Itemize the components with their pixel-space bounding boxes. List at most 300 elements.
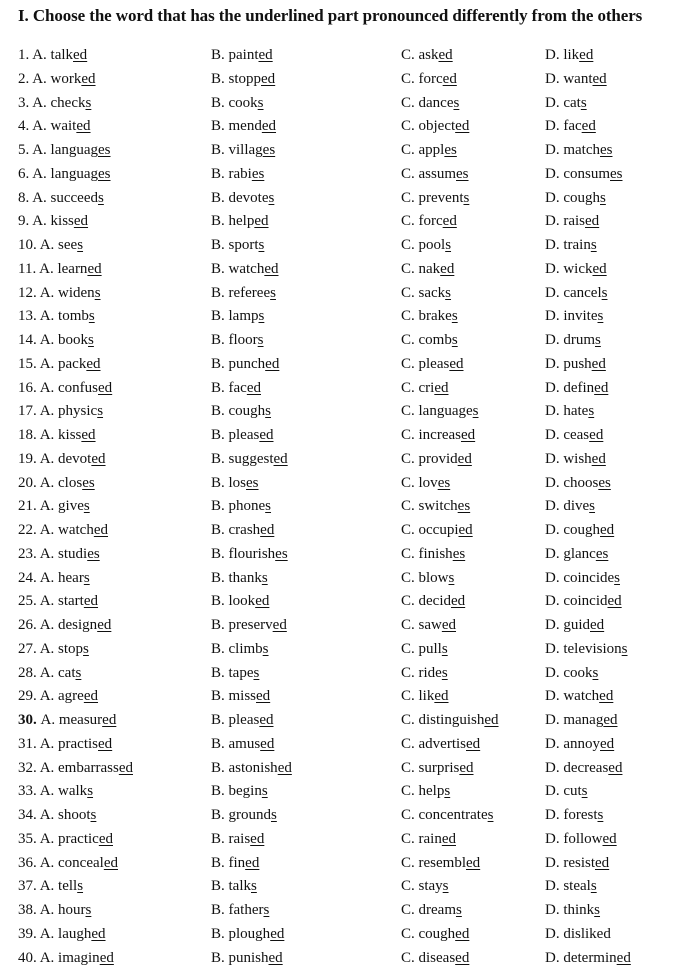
- underlined-part: s: [83, 569, 90, 586]
- option-d: [545, 521, 614, 539]
- option-b: [211, 877, 257, 895]
- option-b: [211, 260, 279, 278]
- option-text: D. forest: [545, 807, 598, 823]
- option-a: [18, 854, 118, 872]
- option-text: B. ground: [211, 807, 271, 823]
- underlined-part: ed: [76, 118, 91, 135]
- option-d: [545, 901, 600, 919]
- option-text: A. devot: [39, 450, 92, 467]
- question-row: [0, 854, 700, 878]
- option-text: B. rabi: [211, 165, 252, 182]
- option-a: [18, 355, 101, 373]
- option-text: C. assum: [401, 165, 457, 182]
- underlined-part: s: [85, 94, 92, 111]
- underlined-part: s: [83, 640, 89, 657]
- underlined-part: s: [97, 403, 104, 420]
- question-number: 37.: [18, 878, 40, 895]
- underlined-part: ed: [272, 617, 287, 633]
- question-number: 5.: [18, 142, 33, 158]
- option-text: A. pack: [39, 355, 87, 372]
- option-text: A. give: [39, 498, 84, 515]
- option-c: [401, 379, 449, 397]
- underlined-part: ed: [608, 759, 623, 776]
- option-c: [401, 236, 451, 254]
- question-row: [0, 46, 700, 70]
- option-text: C. language: [401, 403, 473, 420]
- option-a: [18, 236, 83, 254]
- option-text: A. languag: [32, 142, 99, 158]
- option-d: [545, 236, 597, 254]
- option-c: [401, 497, 470, 515]
- option-b: [211, 545, 288, 563]
- option-b: [211, 426, 274, 444]
- option-d: [545, 94, 587, 112]
- option-b: [211, 830, 264, 848]
- underlined-part: s: [258, 308, 265, 325]
- underlined-part: ed: [259, 712, 274, 728]
- option-a: [18, 711, 116, 729]
- option-text: D. rais: [545, 213, 585, 230]
- underlined-part: es: [456, 165, 469, 182]
- underlined-part: ed: [466, 854, 481, 871]
- option-c: [401, 402, 479, 420]
- option-text: C. surpris: [401, 759, 460, 776]
- question-number: 11.: [18, 260, 40, 277]
- option-text: B. plough: [211, 925, 271, 942]
- option-text: C. finish: [401, 545, 453, 562]
- question-row: [0, 189, 700, 213]
- option-b: [211, 949, 283, 967]
- question-row: [0, 70, 700, 94]
- underlined-part: s: [594, 902, 601, 918]
- option-text: B. suggest: [211, 450, 274, 467]
- underlined-part: ed: [455, 949, 470, 966]
- question-row: [0, 592, 700, 616]
- underlined-part: s: [270, 284, 276, 301]
- option-text: A. watch: [39, 522, 94, 538]
- option-b: [211, 497, 271, 515]
- option-text: C. lov: [401, 474, 438, 491]
- underlined-part: s: [441, 664, 448, 681]
- option-text: D. dive: [545, 498, 590, 515]
- question-row: [0, 474, 700, 498]
- question-number: 20.: [18, 474, 40, 491]
- option-a: [18, 70, 96, 88]
- question-number: 19.: [18, 450, 40, 467]
- option-c: [401, 687, 449, 705]
- option-text: D. wick: [545, 260, 593, 277]
- option-text: B. astonish: [211, 759, 278, 776]
- underlined-part: s: [453, 94, 460, 111]
- option-text: A. studi: [39, 545, 88, 562]
- underlined-part: s: [83, 498, 90, 515]
- underlined-part: ed: [87, 260, 102, 277]
- underlined-part: s: [592, 664, 599, 681]
- underlined-part: ed: [592, 70, 607, 87]
- option-d: [545, 569, 620, 587]
- option-b: [211, 236, 264, 254]
- option-d: [545, 616, 604, 634]
- question-row: [0, 830, 700, 854]
- option-text: D. drum: [545, 332, 595, 348]
- option-text: B. amus: [211, 735, 261, 752]
- question-row: [0, 664, 700, 688]
- option-text: C. distinguish: [401, 712, 485, 728]
- question-row: [0, 284, 700, 308]
- underlined-part: es: [452, 545, 466, 562]
- question-number: 30.: [18, 712, 41, 728]
- option-b: [211, 901, 269, 919]
- option-d: [545, 830, 617, 848]
- option-d: [545, 877, 597, 895]
- option-c: [401, 877, 449, 895]
- underlined-part: ed: [591, 450, 606, 467]
- question-number: 39.: [18, 925, 40, 942]
- option-text: C. sack: [401, 284, 446, 301]
- option-b: [211, 521, 274, 539]
- underlined-part: ed: [86, 355, 101, 372]
- option-text: C. concentrate: [401, 807, 488, 823]
- option-b: [211, 640, 269, 658]
- underlined-part: ed: [579, 47, 594, 63]
- underlined-part: s: [472, 403, 479, 420]
- question-number: 36.: [18, 854, 40, 871]
- question-number: 33.: [18, 783, 40, 800]
- underlined-part: ed: [434, 379, 449, 396]
- underlined-part: s: [262, 640, 269, 657]
- option-a: [18, 117, 91, 135]
- option-text: D. manag: [545, 712, 604, 728]
- underlined-part: ed: [434, 688, 449, 705]
- option-text: B. sport: [211, 237, 259, 253]
- underlined-part: ed: [484, 712, 499, 728]
- option-text: D. coincid: [545, 593, 608, 610]
- option-b: [211, 616, 287, 634]
- option-text: C. dance: [401, 94, 454, 111]
- option-b: [211, 687, 270, 705]
- question-row: [0, 94, 700, 118]
- option-text: D. invite: [545, 308, 598, 325]
- option-text: B. flourish: [211, 545, 276, 562]
- question-number: 29.: [18, 688, 40, 705]
- option-b: [211, 474, 259, 492]
- underlined-part: ed: [595, 854, 610, 871]
- underlined-part: s: [94, 284, 101, 301]
- option-a: [18, 165, 111, 183]
- option-b: [211, 70, 275, 88]
- question-row: [0, 569, 700, 593]
- option-text: C. forc: [401, 70, 443, 87]
- underlined-part: s: [445, 284, 452, 301]
- option-text: B. begin: [211, 783, 262, 800]
- question-row: [0, 877, 700, 901]
- option-d: [545, 592, 622, 610]
- question-row: [0, 402, 700, 426]
- option-text: A. cat: [39, 664, 76, 681]
- option-a: [18, 949, 114, 967]
- option-text: A. laugh: [39, 925, 92, 942]
- option-text: A. tell: [39, 878, 78, 895]
- underlined-part: ed: [466, 735, 481, 752]
- option-c: [401, 46, 453, 64]
- option-text: B. pleas: [211, 427, 260, 443]
- underlined-part: s: [77, 237, 84, 253]
- option-text: A. learn: [39, 260, 88, 277]
- option-text: B. watch: [211, 260, 265, 277]
- option-text: A. wait: [32, 118, 77, 135]
- option-b: [211, 355, 279, 373]
- underlined-part: ed: [589, 427, 604, 443]
- option-a: [18, 212, 88, 230]
- option-text: C. comb: [401, 332, 452, 348]
- option-d: [545, 165, 623, 183]
- underlined-part: s: [581, 783, 588, 800]
- question-number: 8.: [18, 189, 33, 206]
- option-d: [545, 426, 603, 444]
- question-number: 6.: [18, 165, 33, 182]
- option-b: [211, 402, 271, 420]
- underlined-part: s: [253, 664, 260, 681]
- option-d: [545, 854, 609, 872]
- underlined-part: ed: [438, 47, 453, 63]
- question-number: 2.: [18, 70, 33, 87]
- underlined-part: s: [463, 189, 470, 206]
- underlined-part: ed: [250, 830, 265, 847]
- question-number: 25.: [18, 593, 40, 610]
- underlined-part: s: [597, 807, 604, 823]
- underlined-part: ed: [460, 427, 476, 443]
- underlined-part: es: [457, 498, 471, 515]
- question-row: [0, 260, 700, 284]
- underlined-part: s: [265, 498, 272, 515]
- option-b: [211, 592, 269, 610]
- option-text: A. kiss: [39, 427, 82, 443]
- option-b: [211, 569, 268, 587]
- option-a: [18, 307, 95, 325]
- underlined-part: s: [261, 569, 268, 586]
- option-text: A. check: [32, 94, 86, 111]
- option-d: [545, 759, 622, 777]
- question-number: 4.: [18, 118, 33, 135]
- question-row: [0, 236, 700, 260]
- underlined-part: s: [600, 189, 606, 206]
- option-a: [18, 782, 93, 800]
- option-b: [211, 212, 269, 230]
- question-number: 32.: [18, 759, 40, 776]
- option-c: [401, 640, 448, 658]
- underlined-part: ed: [97, 617, 112, 633]
- underlined-part: ed: [440, 260, 455, 277]
- option-b: [211, 806, 277, 824]
- option-a: [18, 379, 112, 397]
- question-number: 24.: [18, 569, 40, 586]
- underlined-part: s: [588, 403, 595, 420]
- option-c: [401, 94, 459, 112]
- option-b: [211, 925, 284, 943]
- option-text: B. devote: [211, 189, 269, 206]
- option-c: [401, 450, 472, 468]
- option-c: [401, 664, 448, 682]
- underlined-part: es: [251, 165, 265, 182]
- option-a: [18, 284, 101, 302]
- underlined-part: s: [441, 640, 448, 657]
- underlined-part: ed: [603, 712, 618, 728]
- question-row: [0, 355, 700, 379]
- option-a: [18, 260, 102, 278]
- option-text: C. cri: [401, 379, 435, 396]
- option-text: C. pool: [401, 237, 446, 253]
- option-text: D. cough: [545, 522, 600, 538]
- option-a: [18, 830, 113, 848]
- underlined-part: ed: [99, 949, 114, 966]
- option-text: D. push: [545, 355, 592, 372]
- option-a: [18, 759, 133, 777]
- option-text: C. rain: [401, 830, 442, 847]
- option-text: D. determin: [545, 949, 617, 966]
- option-text: B. punish: [211, 949, 269, 966]
- underlined-part: ed: [91, 450, 106, 467]
- option-text: A. kiss: [32, 213, 74, 230]
- option-b: [211, 450, 288, 468]
- underlined-part: s: [442, 878, 449, 895]
- underlined-part: ed: [91, 925, 106, 942]
- option-a: [18, 735, 112, 753]
- option-text: A. embarrass: [39, 759, 119, 776]
- option-text: A. measur: [40, 712, 103, 728]
- underlined-part: ed: [118, 759, 133, 776]
- option-c: [401, 569, 454, 587]
- option-d: [545, 735, 614, 753]
- question-row: [0, 497, 700, 521]
- question-row: [0, 901, 700, 925]
- underlined-part: s: [90, 807, 97, 823]
- underlined-part: ed: [265, 355, 280, 372]
- option-text: A. tomb: [39, 308, 89, 325]
- option-b: [211, 664, 259, 682]
- option-a: [18, 925, 106, 943]
- option-text: A. clos: [39, 474, 83, 491]
- question-row: [0, 141, 700, 165]
- underlined-part: ed: [260, 735, 275, 752]
- option-text: D. train: [545, 237, 591, 253]
- option-text: A. shoot: [39, 807, 91, 823]
- option-a: [18, 901, 91, 919]
- underlined-part: ed: [81, 427, 96, 443]
- underlined-part: s: [257, 94, 264, 111]
- option-a: [18, 664, 81, 682]
- option-d: [545, 260, 607, 278]
- section-heading: I. Choose the word that has the underlined part pronounced differently from the others: [18, 6, 643, 25]
- option-a: [18, 592, 98, 610]
- underlined-part: s: [451, 308, 458, 325]
- underlined-part: ed: [585, 213, 600, 230]
- underlined-part: ed: [258, 47, 273, 63]
- underlined-part: s: [75, 664, 82, 681]
- underlined-part: s: [251, 878, 257, 895]
- underlined-part: ed: [98, 735, 113, 752]
- question-number: 21.: [18, 498, 40, 515]
- underlined-part: s: [445, 237, 452, 253]
- option-c: [401, 854, 480, 872]
- option-d: [545, 687, 613, 705]
- option-text: D. match: [545, 142, 600, 158]
- option-text: D. want: [545, 70, 593, 87]
- option-text: C. help: [401, 783, 445, 800]
- underlined-part: s: [258, 237, 265, 253]
- question-row: [0, 925, 700, 949]
- option-text: D. think: [545, 902, 595, 918]
- option-c: [401, 331, 458, 349]
- option-text: B. tape: [211, 664, 254, 681]
- option-d: [545, 925, 611, 943]
- option-text: B. talk: [211, 878, 251, 895]
- option-text: B. villag: [211, 142, 263, 158]
- option-text: A. start: [39, 593, 84, 610]
- option-b: [211, 165, 264, 183]
- underlined-part: ed: [254, 213, 269, 230]
- underlined-part: ed: [245, 854, 260, 871]
- option-a: [18, 426, 96, 444]
- option-text: C. brake: [401, 308, 452, 325]
- underlined-part: ed: [455, 925, 470, 942]
- option-d: [545, 806, 603, 824]
- option-a: [18, 450, 106, 468]
- option-text: D. hate: [545, 403, 589, 420]
- option-a: [18, 331, 94, 349]
- option-text: A. design: [39, 617, 98, 633]
- underlined-part: s: [595, 332, 601, 348]
- question-number: 35.: [18, 830, 40, 847]
- option-text: C. ride: [401, 664, 442, 681]
- underlined-part: ed: [98, 379, 113, 396]
- option-text: B. punch: [211, 355, 266, 372]
- underlined-part: ed: [277, 759, 292, 776]
- option-b: [211, 141, 275, 159]
- option-d: [545, 70, 607, 88]
- option-a: [18, 640, 89, 658]
- question-row: [0, 165, 700, 189]
- underlined-part: ed: [442, 213, 457, 230]
- option-text: C. ask: [401, 47, 439, 63]
- underlined-part: ed: [449, 355, 464, 372]
- option-text: D. fac: [545, 118, 582, 135]
- option-text: B. look: [211, 593, 256, 610]
- underlined-part: s: [589, 498, 596, 515]
- underlined-part: ed: [592, 260, 607, 277]
- underlined-part: ed: [98, 830, 113, 847]
- option-a: [18, 616, 111, 634]
- option-text: A. work: [32, 70, 82, 87]
- underlined-part: s: [621, 640, 628, 657]
- question-number: 26.: [18, 617, 40, 633]
- underlined-part: es: [444, 142, 457, 158]
- underlined-part: ed: [246, 379, 261, 396]
- underlined-part: ed: [600, 735, 615, 752]
- option-text: C. pull: [401, 640, 442, 657]
- question-row: [0, 735, 700, 759]
- underlined-part: es: [275, 545, 288, 562]
- underlined-part: s: [257, 332, 264, 348]
- option-text: B. miss: [211, 688, 257, 705]
- option-text: B. crash: [211, 522, 261, 538]
- underlined-part: ed: [264, 260, 279, 277]
- option-text: B. floor: [211, 332, 258, 348]
- question-number: 28.: [18, 664, 40, 681]
- option-c: [401, 901, 462, 919]
- option-text: A. practic: [39, 830, 99, 847]
- question-row: [0, 759, 700, 783]
- question-number: 17.: [18, 403, 40, 420]
